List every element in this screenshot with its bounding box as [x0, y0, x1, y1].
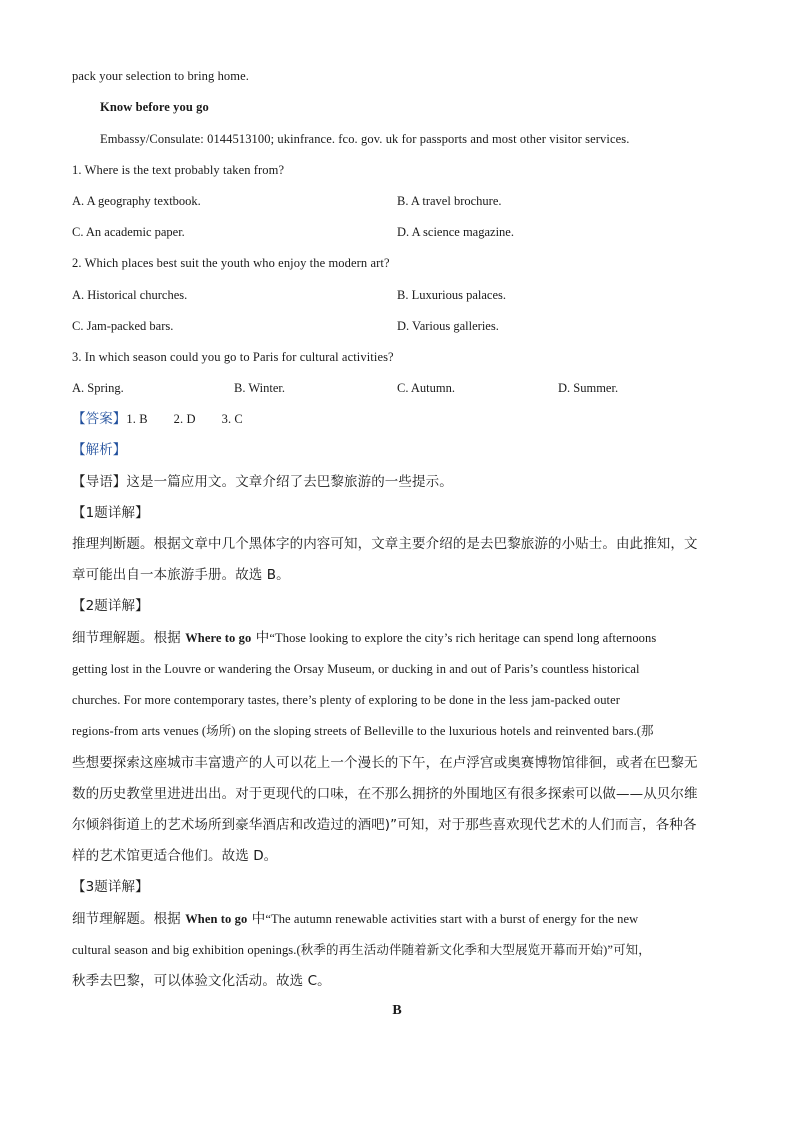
- guide-text: 这是一篇应用文。文章介绍了去巴黎旅游的一些提示。: [126, 474, 453, 490]
- question-2-option-c: C. Jam-packed bars.: [72, 319, 174, 333]
- q1-detail-line-2: 章可能出自一本旅游手册。故选 B。: [72, 567, 290, 583]
- question-3-stem: 3. In which season could you go to Paris for cultural activities?: [72, 350, 394, 364]
- q2-mid: 中: [251, 630, 270, 646]
- q2-section-name: Where to go: [185, 631, 252, 645]
- question-2-option-b: B. Luxurious palaces.: [397, 288, 507, 302]
- q2-detail-line-6: 数的历史教堂里进进出出。对于更现代的口味，在不那么拥挤的外围地区有很多探索可以做——从贝尔维: [72, 786, 698, 802]
- q2-detail-label: 【2题详解】: [72, 598, 149, 614]
- q2-detail-line-4: regions-from arts venues (场所) on the sloping streets of Belleville to the luxurious hotels and reinvented bars.(那: [72, 724, 654, 738]
- guide-label: 【导语】: [72, 474, 127, 490]
- question-1-option-c: C. An academic paper.: [72, 225, 185, 239]
- q1-detail-label: 【1题详解】: [72, 505, 149, 521]
- q3-mid: 中: [247, 911, 266, 927]
- question-3-option-d: D. Summer.: [558, 381, 619, 395]
- q2-lead: 细节理解题。根据: [72, 630, 186, 646]
- analysis-label: 【解析】: [72, 442, 127, 458]
- q2-detail-line-5: 些想要探索这座城市丰富遗产的人可以花上一个漫长的下午，在卢浮宫或奥赛博物馆徘徊，或者在巴黎无: [72, 755, 698, 771]
- guide-line: [72, 472, 722, 492]
- q1-detail-line-1: 推理判断题。根据文章中几个黑体字的内容可知，文章主要介绍的是去巴黎旅游的小贴士。由此推知，文: [72, 536, 698, 552]
- question-2-option-d: D. Various galleries.: [397, 319, 499, 333]
- answer-2: 2. D: [173, 412, 196, 426]
- q3-quote-start: “The autumn renewable activities start with a burst of energy for the new: [265, 912, 639, 926]
- q2-detail-line-1: [72, 628, 722, 648]
- q3-section-name: When to go: [185, 912, 248, 926]
- q3-detail-line-3: 秋季去巴黎，可以体验文化活动。故选 C。: [72, 973, 331, 989]
- know-heading: Know before you go: [100, 100, 209, 114]
- question-1-option-a: A. A geography textbook.: [72, 194, 201, 208]
- question-1-stem: 1. Where is the text probably taken from?: [72, 163, 285, 177]
- q3-detail-line-1: [72, 909, 722, 929]
- q2-detail-line-2: getting lost in the Louvre or wandering the Orsay Museum, or ducking in and out of Paris’s countless historical: [72, 662, 640, 676]
- q2-quote-start: “Those looking to explore the city’s rich heritage can spend long afternoons: [269, 631, 657, 645]
- question-1-option-d: D. A science magazine.: [397, 225, 514, 239]
- question-3-option-a: A. Spring.: [72, 381, 124, 395]
- q3-lead: 细节理解题。根据: [72, 911, 186, 927]
- embassy-info: Embassy/Consulate: 0144513100; ukinfrance. fco. gov. uk for passports and most other visitor services.: [100, 132, 630, 146]
- answer-1: 1. B: [126, 412, 148, 426]
- section-b-heading: B: [392, 1003, 402, 1018]
- answer-line: [72, 409, 722, 429]
- answer-label: 【答案】: [72, 411, 127, 427]
- q2-detail-line-8: 样的艺术馆更适合他们。故选 D。: [72, 848, 278, 864]
- question-1-option-b: B. A travel brochure.: [397, 194, 502, 208]
- q2-detail-line-3: churches. For more contemporary tastes, there’s plenty of exploring to be done in the less jam-packed outer: [72, 693, 621, 707]
- answer-3: 3. C: [221, 412, 243, 426]
- question-3-option-c: C. Autumn.: [397, 381, 455, 395]
- q3-detail-label: 【3题详解】: [72, 879, 149, 895]
- q3-detail-line-2: cultural season and big exhibition openings.(秋季的再生活动伴随着新文化季和大型展览开幕而开始)”可知，: [72, 943, 651, 957]
- question-3-option-b: B. Winter.: [234, 381, 286, 395]
- intro-tail: pack your selection to bring home.: [72, 69, 249, 83]
- question-2-stem: 2. Which places best suit the youth who enjoy the modern art?: [72, 256, 390, 270]
- q2-detail-line-7: 尔倾斜街道上的艺术场所到豪华酒店和改造过的酒吧)”可知，对于那些喜欢现代艺术的人们而言，各种各: [72, 817, 697, 833]
- question-2-option-a: A. Historical churches.: [72, 288, 188, 302]
